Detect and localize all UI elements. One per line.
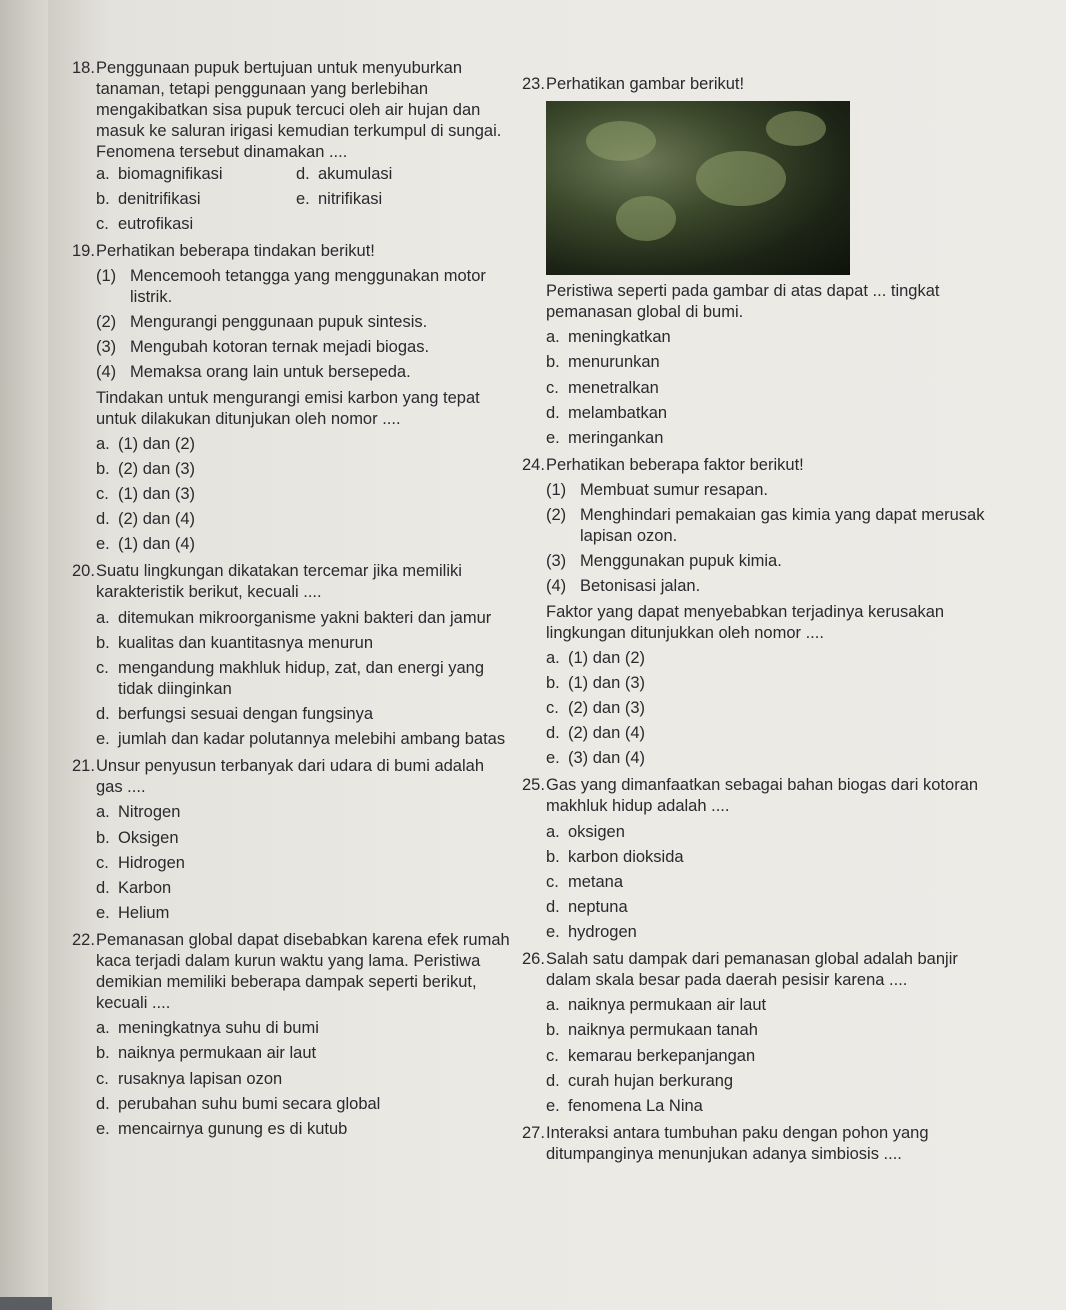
option-d	[296, 164, 512, 185]
option-letter: d.	[546, 403, 560, 422]
option-letter: e.	[296, 189, 310, 208]
statement-text: Menghindari pemakaian gas kimia yang dapat merusak lapisan ozon.	[580, 506, 985, 546]
option-letter: a.	[96, 608, 110, 627]
forest-fire-photo	[546, 101, 850, 275]
option-letter: b.	[96, 633, 110, 652]
statement-item	[96, 266, 512, 308]
option-text: menetralkan	[568, 378, 659, 397]
option-c	[96, 1069, 512, 1090]
statement-number: (2)	[96, 313, 117, 332]
option-text: (2) dan (4)	[568, 724, 646, 743]
option-text: rusaknya lapisan ozon	[118, 1069, 283, 1088]
question-number: 24.	[522, 455, 545, 474]
statement-item	[546, 505, 992, 547]
option-text: naiknya permukaan air laut	[568, 996, 767, 1015]
option-d	[96, 509, 512, 530]
option-letter: b.	[546, 353, 560, 372]
option-text: mencairnya gunung es di kutub	[118, 1119, 348, 1138]
option-b	[546, 847, 992, 868]
option-text: (1) dan (3)	[118, 484, 196, 503]
statement-item	[546, 576, 992, 597]
option-letter: c.	[96, 1069, 109, 1088]
option-text: meningkatkan	[568, 328, 671, 347]
question-25	[522, 775, 992, 943]
option-letter: d.	[546, 897, 560, 916]
option-text: denitrifikasi	[118, 189, 201, 208]
option-c	[96, 484, 512, 505]
statement-number: (1)	[96, 266, 117, 285]
option-letter: a.	[546, 822, 560, 841]
option-text: mengandung makhluk hidup, zat, dan energi yang tidak diinginkan	[118, 658, 485, 698]
option-text: Karbon	[118, 878, 172, 897]
foliage-patch	[616, 196, 676, 241]
option-text: Nitrogen	[118, 803, 181, 822]
statement-text: Mengubah kotoran ternak mejadi biogas.	[130, 338, 430, 357]
option-letter: e.	[546, 922, 560, 941]
option-text: menurunkan	[568, 353, 660, 372]
option-text: (2) dan (3)	[568, 698, 646, 717]
option-letter: c.	[96, 853, 109, 872]
question-number: 22.	[72, 930, 95, 949]
options	[96, 164, 512, 235]
option-e	[546, 748, 992, 769]
option-e	[96, 903, 512, 924]
option-text: nitrifikasi	[318, 189, 383, 208]
page-corner-mark	[0, 1297, 52, 1310]
option-text: perubahan suhu bumi secara global	[118, 1094, 381, 1113]
question-text: Salah satu dampak dari pemanasan global adalah banjir dalam skala besar pada daerah pesisir karena ....	[546, 950, 958, 990]
option-b	[96, 459, 512, 480]
option-a	[546, 648, 992, 669]
option-e	[96, 534, 512, 555]
option-d	[546, 897, 992, 918]
option-text: akumulasi	[318, 164, 393, 183]
option-letter: a.	[96, 434, 110, 453]
statement-text: Menggunakan pupuk kimia.	[580, 552, 782, 571]
option-c	[96, 658, 512, 700]
option-text: hydrogen	[568, 922, 637, 941]
statement-item	[96, 362, 512, 383]
option-letter: b.	[96, 189, 110, 208]
option-d	[96, 1094, 512, 1115]
option-a	[546, 327, 992, 348]
statement-item	[546, 551, 992, 572]
option-a	[546, 995, 992, 1016]
option-c	[546, 1046, 992, 1067]
option-letter: e.	[96, 903, 110, 922]
option-text: biomagnifikasi	[118, 164, 223, 183]
option-c	[546, 698, 992, 719]
question-stem: Peristiwa seperti pada gambar di atas dapat ... tingkat pemanasan global di bumi.	[546, 282, 940, 322]
option-letter: b.	[546, 673, 560, 692]
statement-number: (2)	[546, 506, 567, 525]
question-26	[522, 949, 992, 1117]
question-20	[72, 561, 512, 750]
option-letter: d.	[296, 164, 310, 183]
question-text: Penggunaan pupuk bertujuan untuk menyuburkan tanaman, tetapi penggunaan yang berlebihan mengakibatkan sisa pupuk tercuci oleh air hujan dan masuk ke saluran irigasi kemudian terkumpul di sungai. Fenomena tersebut dinamakan ....	[96, 59, 502, 162]
option-text: jumlah dan kadar polutannya melebihi ambang batas	[118, 730, 506, 749]
option-e	[546, 428, 992, 449]
question-number: 26.	[522, 950, 545, 969]
option-letter: d.	[546, 724, 560, 743]
option-c	[96, 214, 296, 235]
question-22	[72, 930, 512, 1140]
option-d	[96, 878, 512, 899]
question-number: 18.	[72, 59, 95, 77]
option-letter: a.	[96, 1019, 110, 1038]
question-text: Suatu lingkungan dikatakan tercemar jika memiliki karakteristik berikut, kecuali ....	[96, 562, 462, 602]
statement-number: (4)	[96, 363, 117, 382]
statement-number: (3)	[96, 338, 117, 357]
option-letter: b.	[546, 1021, 560, 1040]
option-letter: a.	[546, 648, 560, 667]
option-letter: d.	[96, 1094, 110, 1113]
statement-item	[96, 312, 512, 333]
option-text: fenomena La Nina	[568, 1096, 703, 1115]
option-letter: d.	[96, 878, 110, 897]
option-letter: d.	[96, 704, 110, 723]
option-a	[96, 164, 296, 185]
option-letter: c.	[546, 1046, 559, 1065]
option-text: karbon dioksida	[568, 847, 684, 866]
option-text: oksigen	[568, 822, 625, 841]
statement-item	[546, 480, 992, 501]
option-a	[96, 1018, 512, 1039]
option-letter: c.	[96, 658, 109, 677]
option-text: meringankan	[568, 428, 664, 447]
option-d	[546, 1071, 992, 1092]
statement-number: (3)	[546, 552, 567, 571]
options	[546, 648, 992, 770]
option-d	[546, 723, 992, 744]
option-text: (1) dan (2)	[568, 648, 646, 667]
option-b	[546, 352, 992, 373]
question-text: Pemanasan global dapat disebabkan karena efek rumah kaca terjadi dalam kurun waktu yang lama. Peristiwa demikian memiliki beberapa dampak seperti berikut, kecuali ....	[96, 930, 510, 1013]
statement-text: Betonisasi jalan.	[580, 577, 701, 596]
option-text: curah hujan berkurang	[568, 1071, 734, 1090]
option-text: kemarau berkepanjangan	[568, 1046, 756, 1065]
options	[96, 802, 512, 924]
option-text: naiknya permukaan air laut	[118, 1044, 317, 1063]
question-21	[72, 756, 512, 924]
option-letter: b.	[96, 828, 110, 847]
option-text: melambatkan	[568, 403, 668, 422]
statement-text: Mengurangi penggunaan pupuk sintesis.	[130, 313, 428, 332]
question-number: 20.	[72, 562, 95, 581]
question-number: 27.	[522, 1123, 545, 1142]
question-number: 23.	[522, 75, 545, 93]
option-c	[546, 378, 992, 399]
option-text: berfungsi sesuai dengan fungsinya	[118, 704, 374, 723]
option-e	[546, 922, 992, 943]
option-letter: c.	[546, 378, 559, 397]
options	[546, 822, 992, 944]
statement-text: Mencemooh tetangga yang menggunakan motor listrik.	[130, 266, 486, 307]
option-b	[96, 828, 512, 849]
options	[546, 327, 992, 449]
option-text: Oksigen	[118, 828, 179, 847]
option-a	[96, 608, 512, 629]
statement-list	[96, 266, 512, 384]
option-text: (1) dan (3)	[568, 673, 646, 692]
options	[546, 995, 992, 1117]
question-text: Interaksi antara tumbuhan paku dengan pohon yang ditumpanginya menunjukan adanya simbiosis ....	[546, 1123, 929, 1163]
option-e	[96, 1119, 512, 1140]
option-text: (3) dan (4)	[568, 749, 646, 768]
option-c	[546, 872, 992, 893]
options	[96, 608, 512, 751]
question-24	[522, 455, 992, 769]
option-letter: d.	[96, 510, 110, 529]
question-number: 25.	[522, 776, 545, 795]
option-a	[96, 434, 512, 455]
option-text: Hidrogen	[118, 853, 185, 872]
foliage-patch	[696, 151, 786, 206]
option-letter: a.	[96, 164, 110, 183]
option-letter: c.	[546, 698, 559, 717]
foliage-patch	[586, 121, 656, 161]
option-letter: e.	[96, 1119, 110, 1138]
options	[96, 434, 512, 556]
question-23	[522, 74, 992, 449]
option-letter: c.	[96, 484, 109, 503]
option-text: metana	[568, 872, 624, 891]
option-text: neptuna	[568, 897, 628, 916]
option-b	[96, 189, 296, 210]
question-27	[522, 1123, 992, 1165]
option-letter: a.	[546, 996, 560, 1015]
option-e	[546, 1096, 992, 1117]
question-number: 21.	[72, 757, 95, 776]
option-b	[546, 673, 992, 694]
option-b	[96, 1043, 512, 1064]
option-a	[546, 822, 992, 843]
statement-number: (4)	[546, 577, 567, 596]
option-letter: b.	[96, 459, 110, 478]
option-text: (2) dan (4)	[118, 510, 196, 529]
statement-item	[96, 337, 512, 358]
option-text: eutrofikasi	[118, 214, 194, 233]
option-text: Helium	[118, 903, 170, 922]
statement-text: Membuat sumur resapan.	[580, 480, 769, 499]
question-number: 19.	[72, 241, 95, 260]
option-e	[296, 189, 512, 210]
question-18	[72, 58, 512, 235]
option-letter: d.	[546, 1071, 560, 1090]
option-letter: b.	[546, 847, 560, 866]
statement-text: Memaksa orang lain untuk bersepeda.	[130, 363, 411, 382]
option-letter: e.	[546, 1096, 560, 1115]
option-letter: a.	[546, 328, 560, 347]
option-text: naiknya permukaan tanah	[568, 1021, 758, 1040]
option-text: (2) dan (3)	[118, 459, 196, 478]
option-letter: b.	[96, 1044, 110, 1063]
option-letter: e.	[96, 730, 110, 749]
option-d	[96, 704, 512, 725]
option-d	[546, 403, 992, 424]
option-e	[96, 729, 512, 750]
right-column	[522, 74, 992, 1171]
option-letter: c.	[546, 872, 559, 891]
option-c	[96, 853, 512, 874]
question-text: Gas yang dimanfaatkan sebagai bahan biogas dari kotoran makhluk hidup adalah ....	[546, 776, 979, 816]
option-text: kualitas dan kuantitasnya menurun	[118, 633, 373, 652]
option-b	[96, 633, 512, 654]
question-stem: Tindakan untuk mengurangi emisi karbon yang tepat untuk dilakukan ditunjukan oleh nomor ....	[96, 388, 480, 428]
question-19	[72, 241, 512, 555]
option-text: (1) dan (4)	[118, 535, 196, 554]
statement-number: (1)	[546, 480, 567, 499]
option-letter: a.	[96, 803, 110, 822]
question-text: Perhatikan gambar berikut!	[546, 75, 745, 93]
question-text: Perhatikan beberapa faktor berikut!	[546, 455, 804, 474]
foliage-patch	[766, 111, 826, 146]
option-b	[546, 1020, 992, 1041]
left-column	[72, 58, 512, 1146]
option-letter: e.	[546, 749, 560, 768]
question-text: Unsur penyusun terbanyak dari udara di bumi adalah gas ....	[96, 757, 484, 797]
option-letter: c.	[96, 214, 109, 233]
options	[96, 1018, 512, 1140]
question-stem: Faktor yang dapat menyebabkan terjadinya kerusakan lingkungan ditunjukkan oleh nomor ....	[546, 602, 945, 642]
option-text: (1) dan (2)	[118, 434, 196, 453]
option-a	[96, 802, 512, 823]
option-text: meningkatnya suhu di bumi	[118, 1019, 319, 1038]
statement-list	[546, 480, 992, 598]
option-letter: e.	[96, 535, 110, 554]
option-text: ditemukan mikroorganisme yakni bakteri dan jamur	[118, 608, 492, 627]
question-text: Perhatikan beberapa tindakan berikut!	[96, 241, 375, 260]
option-letter: e.	[546, 428, 560, 447]
